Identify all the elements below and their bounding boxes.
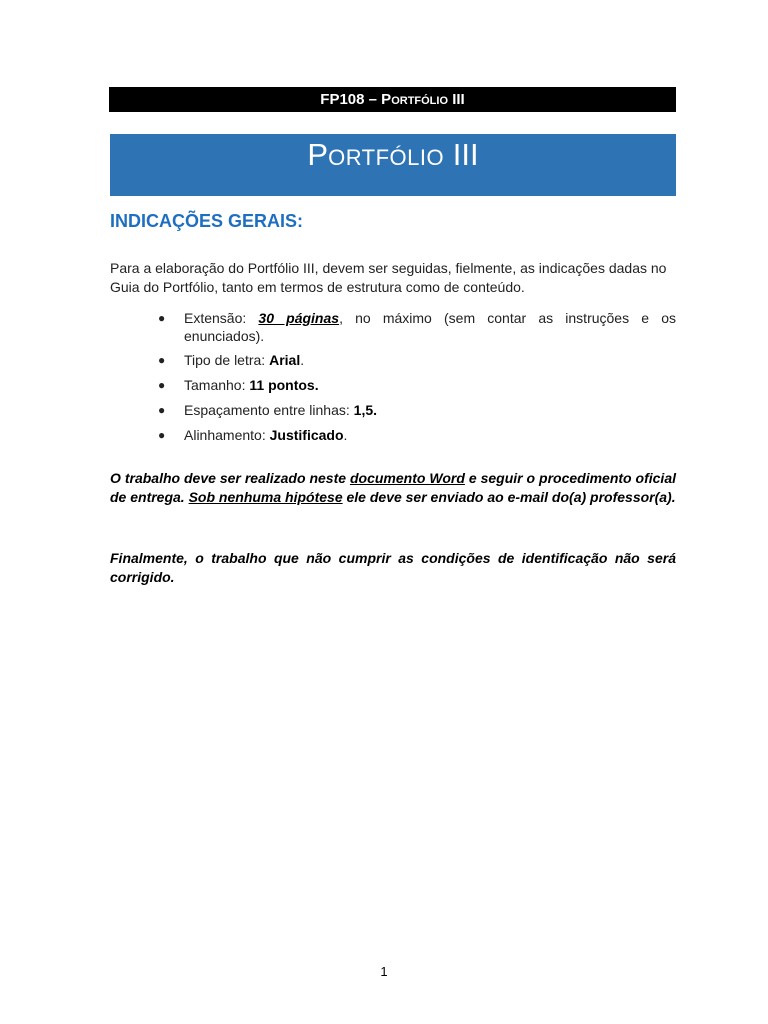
requirements-list	[110, 309, 676, 451]
list-item-tipo-letra	[110, 351, 676, 369]
bullet-icon: ●	[158, 428, 166, 442]
item-suffix: .	[343, 427, 348, 443]
item-label: Tipo de letra:	[184, 352, 270, 368]
bullet-icon: ●	[158, 353, 166, 367]
item-value: 11 pontos.	[249, 377, 319, 393]
header-title-rest: ORTFÓLIO	[391, 95, 449, 107]
item-value: Justificado	[269, 427, 344, 443]
list-item-espacamento	[110, 401, 676, 419]
item-label: Tamanho:	[184, 377, 250, 393]
note-text-3: ele deve ser enviado ao e-mail do(a) professor(a).	[342, 489, 676, 505]
header-code: FP108 –	[320, 91, 377, 108]
list-item-alinhamento	[110, 426, 676, 444]
note-emphasis-sob-nenhuma: Sob nenhuma hipótese	[188, 489, 343, 505]
title-banner	[110, 134, 676, 196]
title-numeral: III	[452, 137, 479, 172]
submission-note	[110, 469, 676, 507]
page-number: 1	[380, 964, 388, 979]
item-label: Espaçamento entre linhas:	[184, 402, 354, 418]
bullet-icon: ●	[158, 378, 166, 392]
list-item-extensao	[110, 309, 676, 345]
item-value: 30 páginas	[258, 310, 340, 326]
title-initial: P	[307, 137, 329, 172]
note-text-1: O trabalho deve ser realizado neste	[110, 470, 350, 486]
header-title-numeral: III	[452, 91, 465, 108]
bullet-icon: ●	[158, 403, 166, 417]
bullet-icon: ●	[158, 311, 166, 325]
header-bar	[109, 87, 676, 112]
header-title-initial: P	[381, 91, 392, 108]
item-value: Arial	[269, 352, 301, 368]
note-text-2: e seguir o procedimento oficial de entrega.	[110, 470, 676, 505]
item-label: Extensão:	[184, 310, 259, 326]
list-item-tamanho	[110, 376, 676, 394]
item-suffix: .	[300, 352, 305, 368]
item-suffix: , no máximo (sem contar as instruções e os enunciados).	[184, 310, 676, 344]
item-value: 1,5.	[353, 402, 378, 418]
intro-paragraph: Para a elaboração do Portfólio III, devem ser seguidas, fielmente, as indicações dadas no Guia do Portfólio, tanto em termos de estrutura como de conteúdo.	[110, 260, 667, 295]
identification-note: Finalmente, o trabalho que não cumprir as condições de identificação não será corrigido.	[110, 550, 676, 585]
item-label: Alinhamento:	[184, 427, 270, 443]
title-rest: ORTFÓLIO	[328, 145, 445, 170]
note-emphasis-document-word: documento Word	[349, 470, 465, 486]
section-heading: INDICAÇÕES GERAIS:	[110, 211, 304, 231]
